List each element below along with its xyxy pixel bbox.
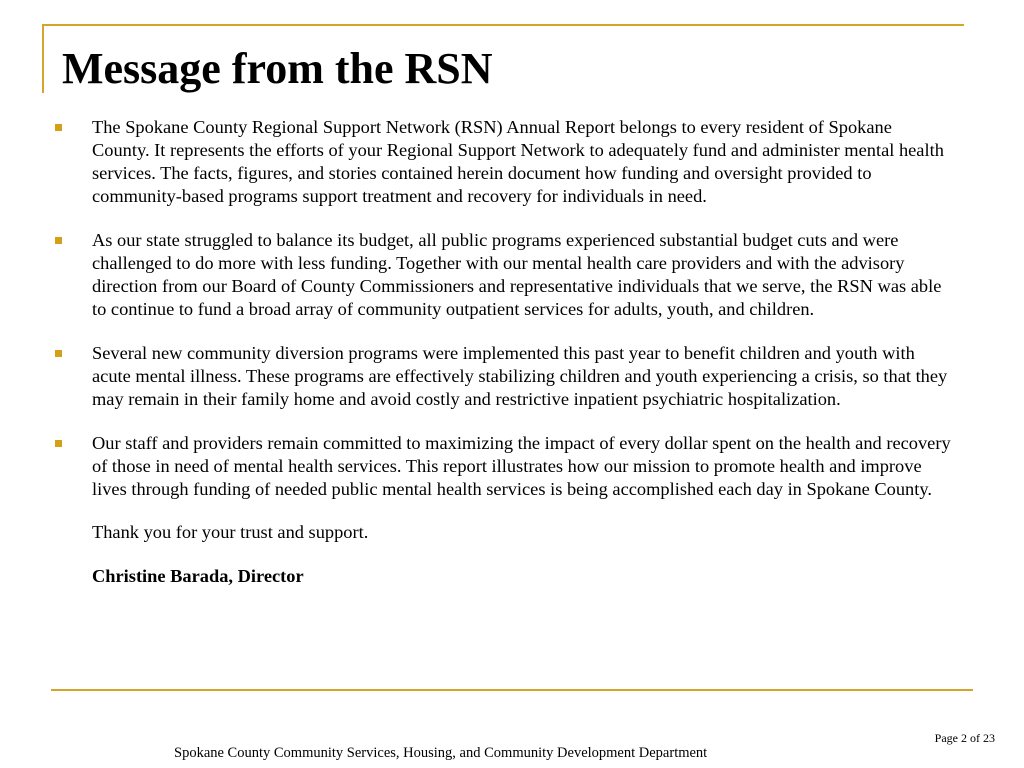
square-bullet-icon <box>55 440 62 447</box>
slide-title: Message from the RSN <box>62 44 493 93</box>
bullet-item-2 <box>53 229 953 321</box>
title-bracket-left-rule <box>42 24 44 93</box>
slide-body <box>53 116 953 588</box>
bullet-text: The Spokane County Regional Support Network (RSN) Annual Report belongs to every resident of Spokane County. It represents the efforts of your Regional Support Network to adequately fund and administer mental health services. The facts, figures, and stories contained herein document how funding and oversight provided to community-based programs support treatment and recovery for individuals in need. <box>92 117 944 206</box>
footer-department: Spokane County Community Services, Housing, and Community Development Department <box>174 745 708 761</box>
title-bracket-top-rule <box>42 24 964 26</box>
square-bullet-icon <box>55 237 62 244</box>
page-number: Page 2 of 23 <box>934 731 995 745</box>
closing-text: Thank you for your trust and support. <box>92 522 369 542</box>
square-bullet-icon <box>55 124 62 131</box>
bullet-text: Several new community diversion programs were implemented this past year to benefit children and youth with acute mental illness. These programs are effectively stabilizing children and youth experiencing a crisis, so that they may remain in their family home and avoid costly and restrictive inpatient psychiatric hospitalization. <box>92 343 948 409</box>
bullet-item-1 <box>53 116 953 208</box>
bottom-rule <box>51 689 973 691</box>
square-bullet-icon <box>55 350 62 357</box>
bullet-item-4 <box>53 432 953 501</box>
signature: Christine Barada, Director <box>92 566 304 586</box>
bullet-text: As our state struggled to balance its budget, all public programs experienced substantial budget cuts and were challenged to do more with less funding. Together with our mental health care providers and with the advisory direction from our Board of County Commissioners and representative individuals that we serve, the RSN was able to continue to fund a broad array of community outpatient services for adults, youth, and children. <box>92 230 942 319</box>
bullet-item-3 <box>53 342 953 411</box>
bullet-text: Our staff and providers remain committed to maximizing the impact of every dollar spent on the health and recovery of those in need of mental health services. This report illustrates how our mission to promote health and improve lives through funding of needed public mental health services is being accomplished each day in Spokane County. <box>92 433 951 499</box>
